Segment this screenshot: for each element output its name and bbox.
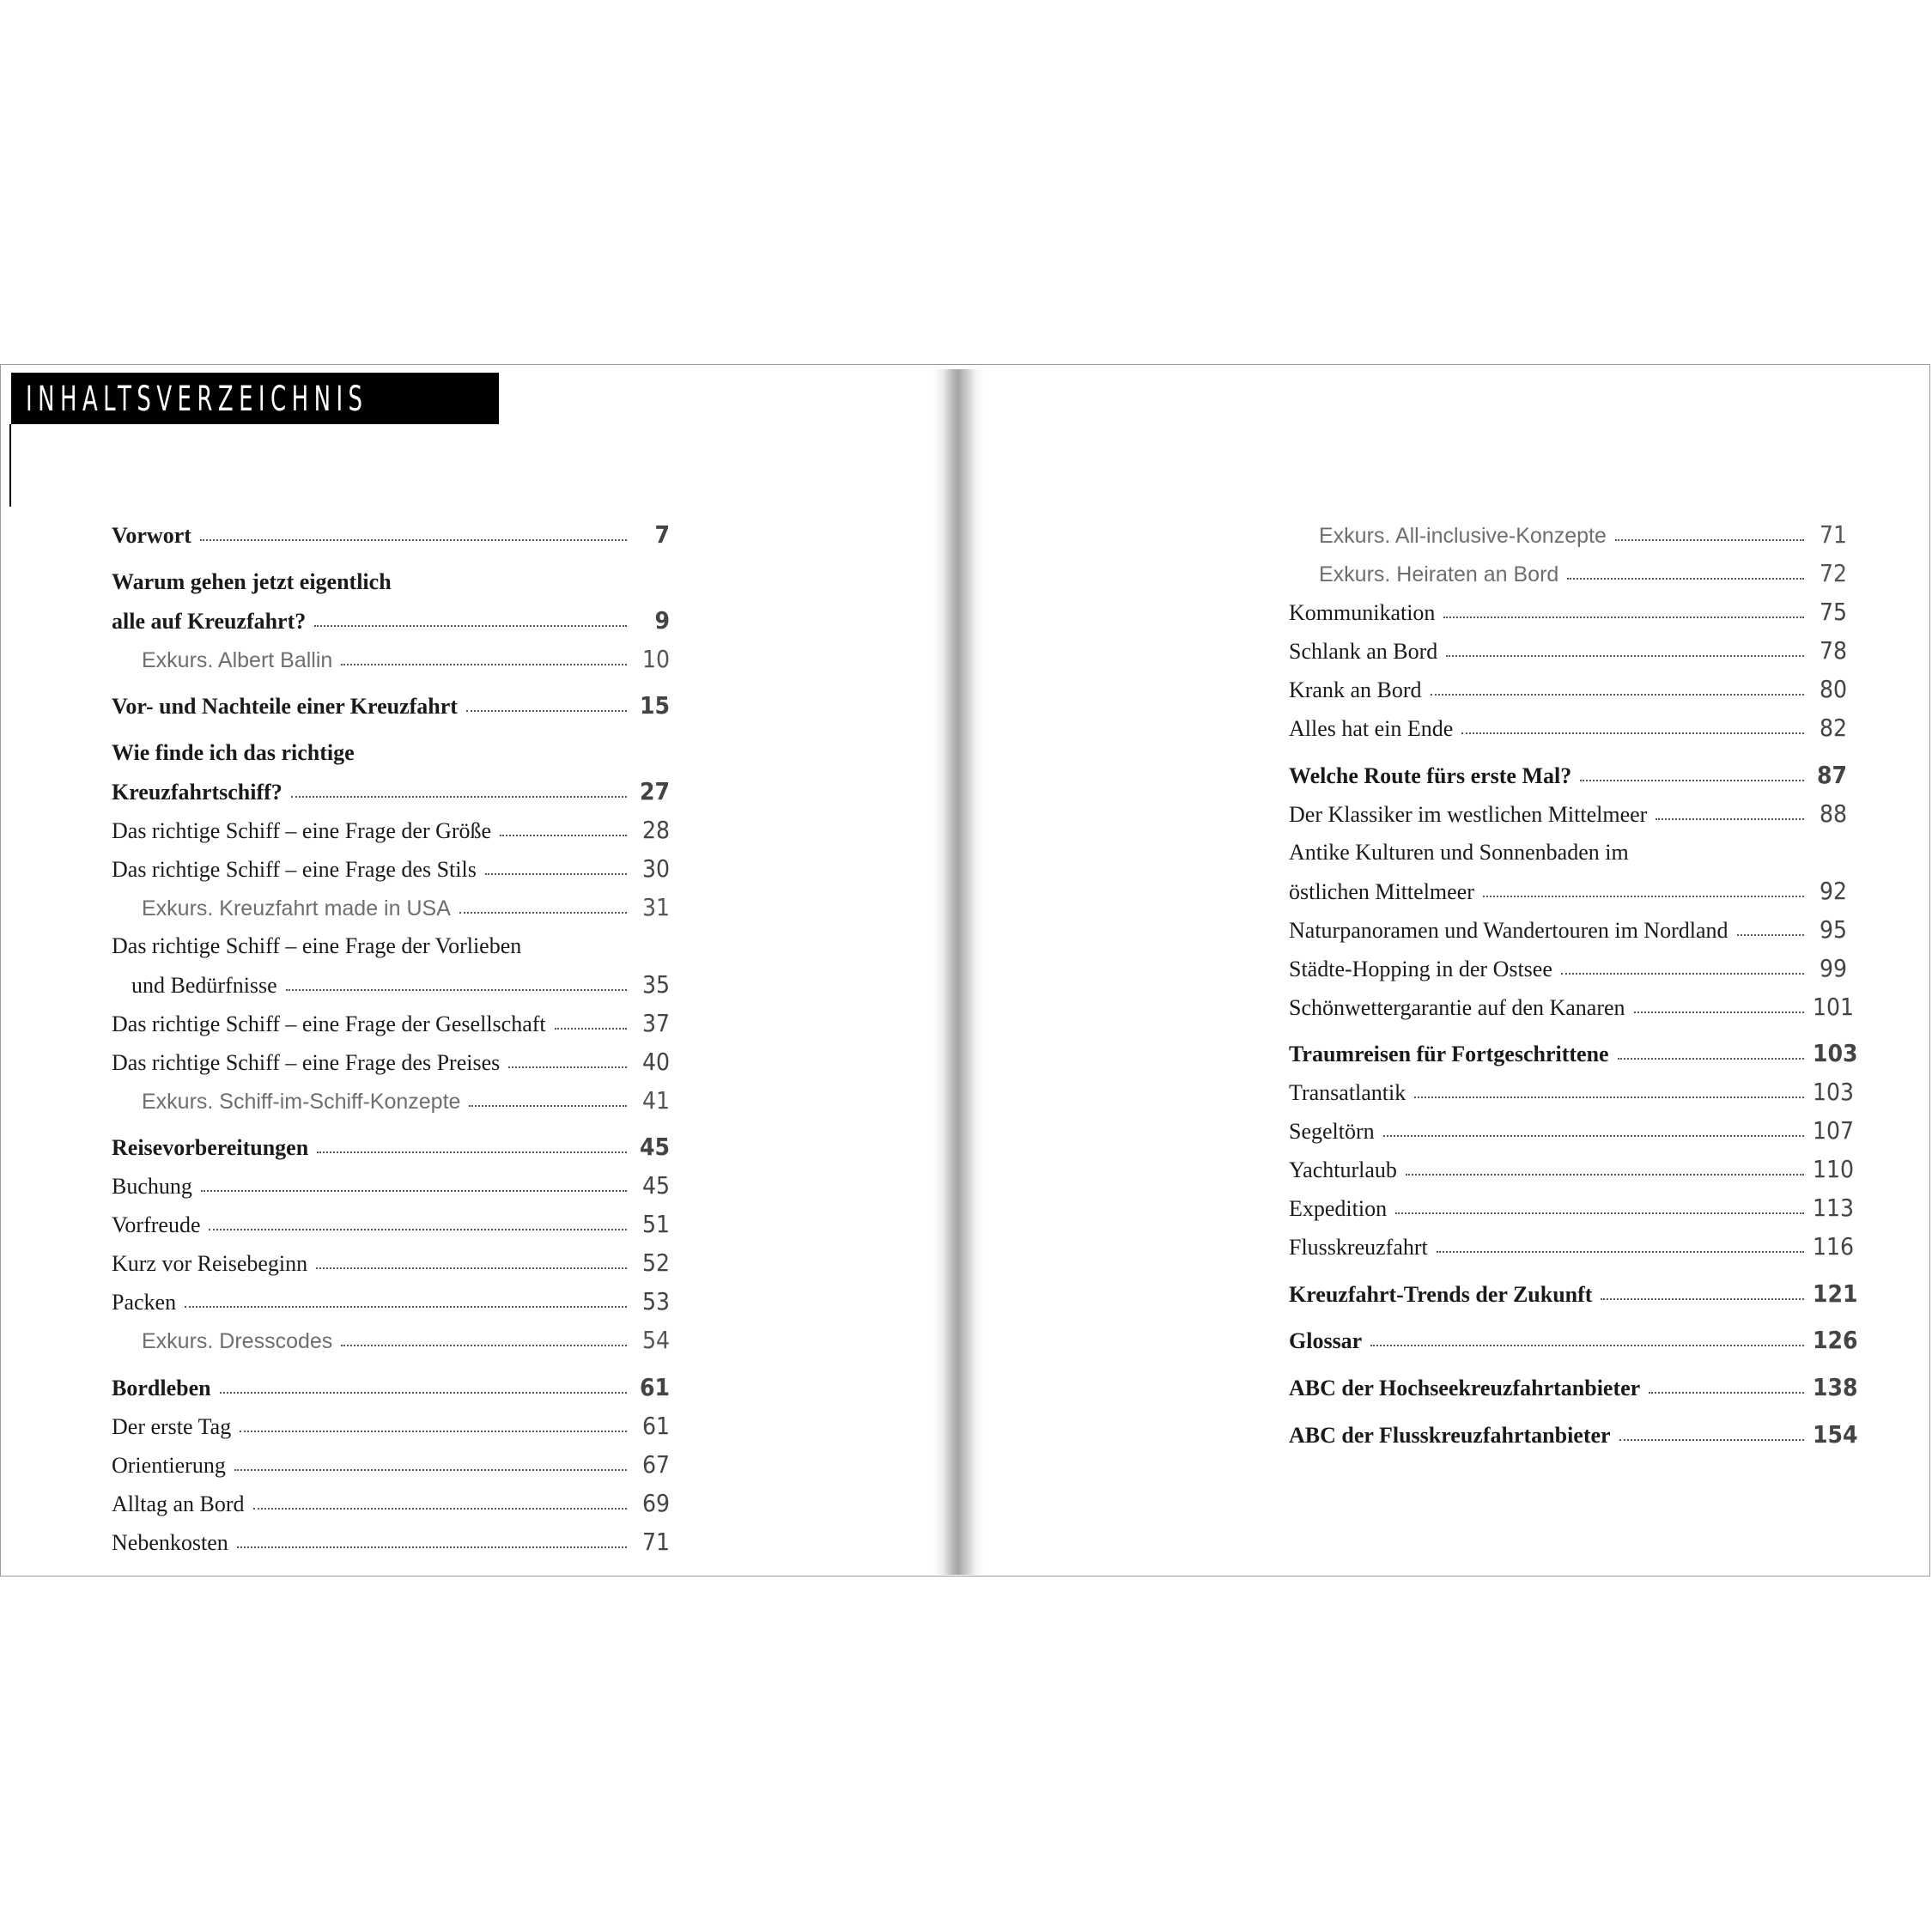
toc-entry xyxy=(1289,631,1847,670)
toc-entry-title: Vorfreude xyxy=(112,1212,201,1238)
dot-leader xyxy=(469,1093,627,1107)
toc-entry-title: Reisevorbereitungen xyxy=(112,1135,309,1161)
toc-entry-title: Exkurs. Schiff-im-Schiff-Konzepte xyxy=(142,1089,461,1114)
toc-entry-title: Das richtige Schiff – eine Frage des Preises xyxy=(112,1049,501,1075)
page-number: 87 xyxy=(1816,760,1847,789)
dot-leader xyxy=(1649,1380,1804,1394)
toc-entry xyxy=(1289,756,1847,794)
toc-entry xyxy=(1289,1415,1858,1454)
page-number: 103 xyxy=(1813,1039,1858,1068)
dot-leader xyxy=(209,1217,627,1230)
page-number: 99 xyxy=(1819,953,1847,982)
page-number: 37 xyxy=(641,1008,670,1037)
toc-entry xyxy=(112,1081,670,1120)
toc-entry xyxy=(112,1445,670,1484)
toc-entry xyxy=(112,1368,670,1406)
toc-entry-title: Orientierung xyxy=(112,1452,226,1478)
page-number: 45 xyxy=(641,1171,670,1200)
dot-leader xyxy=(1561,961,1804,975)
toc-entry-title: Krank an Bord xyxy=(1289,677,1422,702)
toc-entry xyxy=(112,1004,670,1042)
dot-leader xyxy=(253,1496,627,1510)
dot-leader xyxy=(316,1255,627,1269)
dot-leader xyxy=(220,1380,627,1394)
page-number: 72 xyxy=(1819,559,1847,587)
toc-entry-title: Yachturlaub xyxy=(1289,1157,1397,1183)
dot-leader xyxy=(1618,1046,1804,1060)
page-number: 80 xyxy=(1819,675,1847,703)
toc-entry xyxy=(1289,515,1847,554)
toc-entry-title: Alles hat ein Ende xyxy=(1289,716,1454,741)
dot-leader xyxy=(500,823,627,836)
dot-leader xyxy=(1567,566,1804,580)
toc-entry xyxy=(1289,949,1847,987)
toc-entry xyxy=(1289,910,1847,949)
dot-leader xyxy=(508,1054,627,1068)
page-number: 126 xyxy=(1813,1326,1858,1355)
dot-leader xyxy=(317,1139,627,1153)
toc-entry-title: Traumreisen für Fortgeschrittene xyxy=(1289,1042,1609,1067)
page-number: 67 xyxy=(641,1449,670,1479)
page-number: 82 xyxy=(1819,714,1847,742)
toc-entry-title: Exkurs. Albert Ballin xyxy=(142,647,333,672)
toc-entry-title: und Bedürfnisse xyxy=(131,972,277,998)
page-number: 45 xyxy=(639,1133,670,1162)
toc-entry-title: Kurz vor Reisebeginn xyxy=(112,1251,308,1277)
toc-entry-title: Alltag an Bord xyxy=(112,1491,245,1516)
toc-entry xyxy=(1289,794,1847,833)
page-number: 103 xyxy=(1813,1078,1855,1107)
page-number: 54 xyxy=(641,1326,670,1355)
toc-entry xyxy=(112,1243,670,1282)
toc-entry xyxy=(112,1406,670,1445)
toc-entry xyxy=(1289,592,1847,631)
dot-leader xyxy=(1437,1239,1804,1253)
toc-entry-title: Exkurs. Dresscodes xyxy=(142,1329,333,1354)
dot-leader xyxy=(200,527,627,541)
page-number: 78 xyxy=(1819,636,1847,665)
page-number: 116 xyxy=(1813,1232,1855,1261)
page-number: 71 xyxy=(1819,520,1847,549)
toc-entry xyxy=(112,1484,670,1522)
toc-entry xyxy=(1289,708,1847,747)
toc-entry xyxy=(1289,1188,1855,1227)
dot-leader xyxy=(1395,1200,1804,1214)
toc-right-column xyxy=(1289,515,1858,1454)
toc-entry xyxy=(112,1522,670,1561)
toc-entry xyxy=(1289,833,1847,910)
toc-entry-title: Glossar xyxy=(1289,1328,1363,1354)
toc-entry xyxy=(1289,1274,1858,1313)
page-number: 9 xyxy=(654,605,670,635)
dot-leader xyxy=(185,1294,627,1308)
page-number: 35 xyxy=(641,969,670,999)
toc-entry xyxy=(1289,987,1855,1026)
toc-entry-title: Schlank an Bord xyxy=(1289,639,1438,664)
toc-left-column xyxy=(112,515,670,1561)
page-number: 15 xyxy=(639,691,670,720)
page-number: 27 xyxy=(639,776,670,805)
page-title: INHALTSVERZEICHNIS xyxy=(26,380,368,419)
heading-rule xyxy=(9,424,11,507)
toc-entry-title: Das richtige Schiff – eine Frage des Stils xyxy=(112,856,477,882)
dot-leader xyxy=(341,652,627,665)
toc-entry xyxy=(112,515,670,554)
page-number: 61 xyxy=(641,1411,670,1440)
page-number: 121 xyxy=(1813,1279,1858,1308)
toc-entry-title: Welche Route fürs erste Mal? xyxy=(1289,762,1572,788)
page-number: 41 xyxy=(641,1085,670,1115)
dot-leader xyxy=(234,1457,627,1471)
toc-entry xyxy=(112,1166,670,1205)
toc-entry-title: Segeltörn xyxy=(1289,1119,1375,1145)
toc-entry-title: Exkurs. Kreuzfahrt made in USA xyxy=(142,896,451,920)
dot-leader xyxy=(1737,922,1805,936)
page-number: 53 xyxy=(641,1287,670,1316)
toc-entry-title: Kreuzfahrtschiff? xyxy=(112,779,283,805)
toc-entry xyxy=(1289,1321,1858,1359)
dot-leader xyxy=(1370,1333,1804,1346)
toc-entry-title: Das richtige Schiff – eine Frage der Gesellschaft xyxy=(112,1011,546,1036)
toc-entry xyxy=(112,686,670,725)
page-number: 110 xyxy=(1813,1155,1855,1184)
page-number: 101 xyxy=(1813,992,1855,1021)
page-number: 138 xyxy=(1813,1372,1858,1401)
toc-entry-title: Schönwettergarantie auf den Kanaren xyxy=(1289,994,1625,1020)
dot-leader xyxy=(555,1016,627,1030)
toc-entry-title: Expedition xyxy=(1289,1196,1388,1222)
dot-leader xyxy=(237,1534,627,1548)
page-number: 10 xyxy=(641,644,670,673)
toc-entry-title: östlichen Mittelmeer xyxy=(1289,878,1474,904)
toc-entry-title: Wie finde ich das richtige xyxy=(112,739,355,765)
toc-entry-title: Antike Kulturen und Sonnenbaden im xyxy=(1289,839,1629,865)
dot-leader xyxy=(1406,1162,1804,1176)
page-number: 113 xyxy=(1813,1194,1855,1223)
toc-entry-title: Der erste Tag xyxy=(112,1413,232,1439)
dot-leader xyxy=(485,861,627,875)
dot-leader xyxy=(1461,720,1804,734)
page-number: 30 xyxy=(641,854,670,883)
toc-entry xyxy=(112,1127,670,1166)
toc-entry-title: Das richtige Schiff – eine Frage der Vorlieben xyxy=(112,933,522,958)
page-number: 71 xyxy=(641,1527,670,1556)
dot-leader xyxy=(1619,1427,1804,1441)
toc-entry xyxy=(112,1321,670,1359)
toc-entry-title: Bordleben xyxy=(112,1375,211,1400)
dot-leader xyxy=(240,1419,627,1432)
toc-entry-title: Vor- und Nachteile einer Kreuzfahrt xyxy=(112,694,458,720)
dot-leader xyxy=(1483,884,1804,897)
dot-leader xyxy=(314,613,627,627)
toc-entry-title: Kreuzfahrt-Trends der Zukunft xyxy=(1289,1281,1593,1307)
dot-leader xyxy=(1383,1123,1804,1137)
dot-leader xyxy=(1601,1286,1804,1300)
dot-leader xyxy=(1615,527,1804,541)
toc-entry xyxy=(112,849,670,888)
toc-entry-title: ABC der Hochseekreuzfahrtanbieter xyxy=(1289,1375,1641,1400)
dot-leader xyxy=(1634,999,1804,1013)
toc-entry xyxy=(1289,1368,1858,1406)
toc-entry-title: Packen xyxy=(112,1290,177,1315)
dot-leader xyxy=(1446,643,1804,657)
dot-leader xyxy=(1414,1084,1804,1098)
page-number: 107 xyxy=(1813,1116,1855,1145)
toc-entry xyxy=(1289,670,1847,708)
dot-leader xyxy=(459,900,627,914)
book-gutter xyxy=(933,369,984,1575)
toc-entry-title: Flusskreuzfahrt xyxy=(1289,1235,1428,1261)
toc-entry xyxy=(1289,1150,1855,1188)
toc-entry-title: Nebenkosten xyxy=(112,1529,228,1555)
toc-entry-title: Exkurs. Heiraten an Bord xyxy=(1319,562,1559,586)
toc-entry-title: Warum gehen jetzt eigentlich xyxy=(112,568,392,594)
dot-leader xyxy=(466,698,627,712)
toc-entry-title: Kommunikation xyxy=(1289,600,1436,625)
page-number: 69 xyxy=(641,1488,670,1517)
dot-leader xyxy=(201,1178,627,1192)
toc-entry xyxy=(112,1042,670,1081)
dot-leader xyxy=(1656,806,1804,820)
toc-entry-title: Vorwort xyxy=(112,523,191,548)
toc-entry-title: Der Klassiker im westlichen Mittelmeer xyxy=(1289,801,1648,827)
page-number: 92 xyxy=(1819,876,1847,905)
page-number: 88 xyxy=(1819,799,1847,828)
page-number: 52 xyxy=(641,1249,670,1278)
toc-entry-title: Naturpanoramen und Wandertouren im Nordland xyxy=(1289,917,1728,943)
toc-entry xyxy=(112,1205,670,1243)
toc-entry xyxy=(1289,554,1847,592)
page-number: 28 xyxy=(641,815,670,844)
toc-entry xyxy=(112,562,670,640)
page-number: 61 xyxy=(639,1372,670,1401)
page-number: 95 xyxy=(1819,914,1847,944)
toc-entry xyxy=(1289,1111,1855,1150)
dot-leader xyxy=(1431,682,1804,696)
toc-entry-title: Transatlantik xyxy=(1289,1080,1406,1106)
page-number: 75 xyxy=(1819,598,1847,626)
toc-entry-title: alle auf Kreuzfahrt? xyxy=(112,608,307,634)
toc-entry-title: Buchung xyxy=(112,1174,192,1200)
toc-entry-title: Städte-Hopping in der Ostsee xyxy=(1289,956,1552,981)
toc-entry xyxy=(112,1282,670,1321)
dot-leader xyxy=(1443,605,1804,618)
dot-leader xyxy=(286,977,627,991)
toc-entry xyxy=(112,811,670,849)
toc-entry xyxy=(112,733,670,811)
toc-entry xyxy=(1289,1227,1855,1266)
toc-entry xyxy=(112,927,670,1004)
page-number: 51 xyxy=(641,1210,670,1239)
toc-entry xyxy=(1289,1034,1858,1072)
toc-entry xyxy=(1289,1072,1855,1111)
dot-leader xyxy=(1580,768,1804,781)
toc-entry xyxy=(112,888,670,927)
dot-leader xyxy=(291,784,627,798)
toc-entry-title: ABC der Flusskreuzfahrtanbieter xyxy=(1289,1422,1611,1448)
toc-entry-title: Das richtige Schiff – eine Frage der Größe xyxy=(112,817,492,843)
page-number: 7 xyxy=(654,520,670,549)
toc-entry xyxy=(112,640,670,678)
toc-entry-title: Exkurs. All-inclusive-Konzepte xyxy=(1319,524,1607,548)
dot-leader xyxy=(341,1333,627,1346)
page-number: 31 xyxy=(641,892,670,921)
page-number: 154 xyxy=(1813,1419,1858,1449)
page-number: 40 xyxy=(641,1047,670,1076)
